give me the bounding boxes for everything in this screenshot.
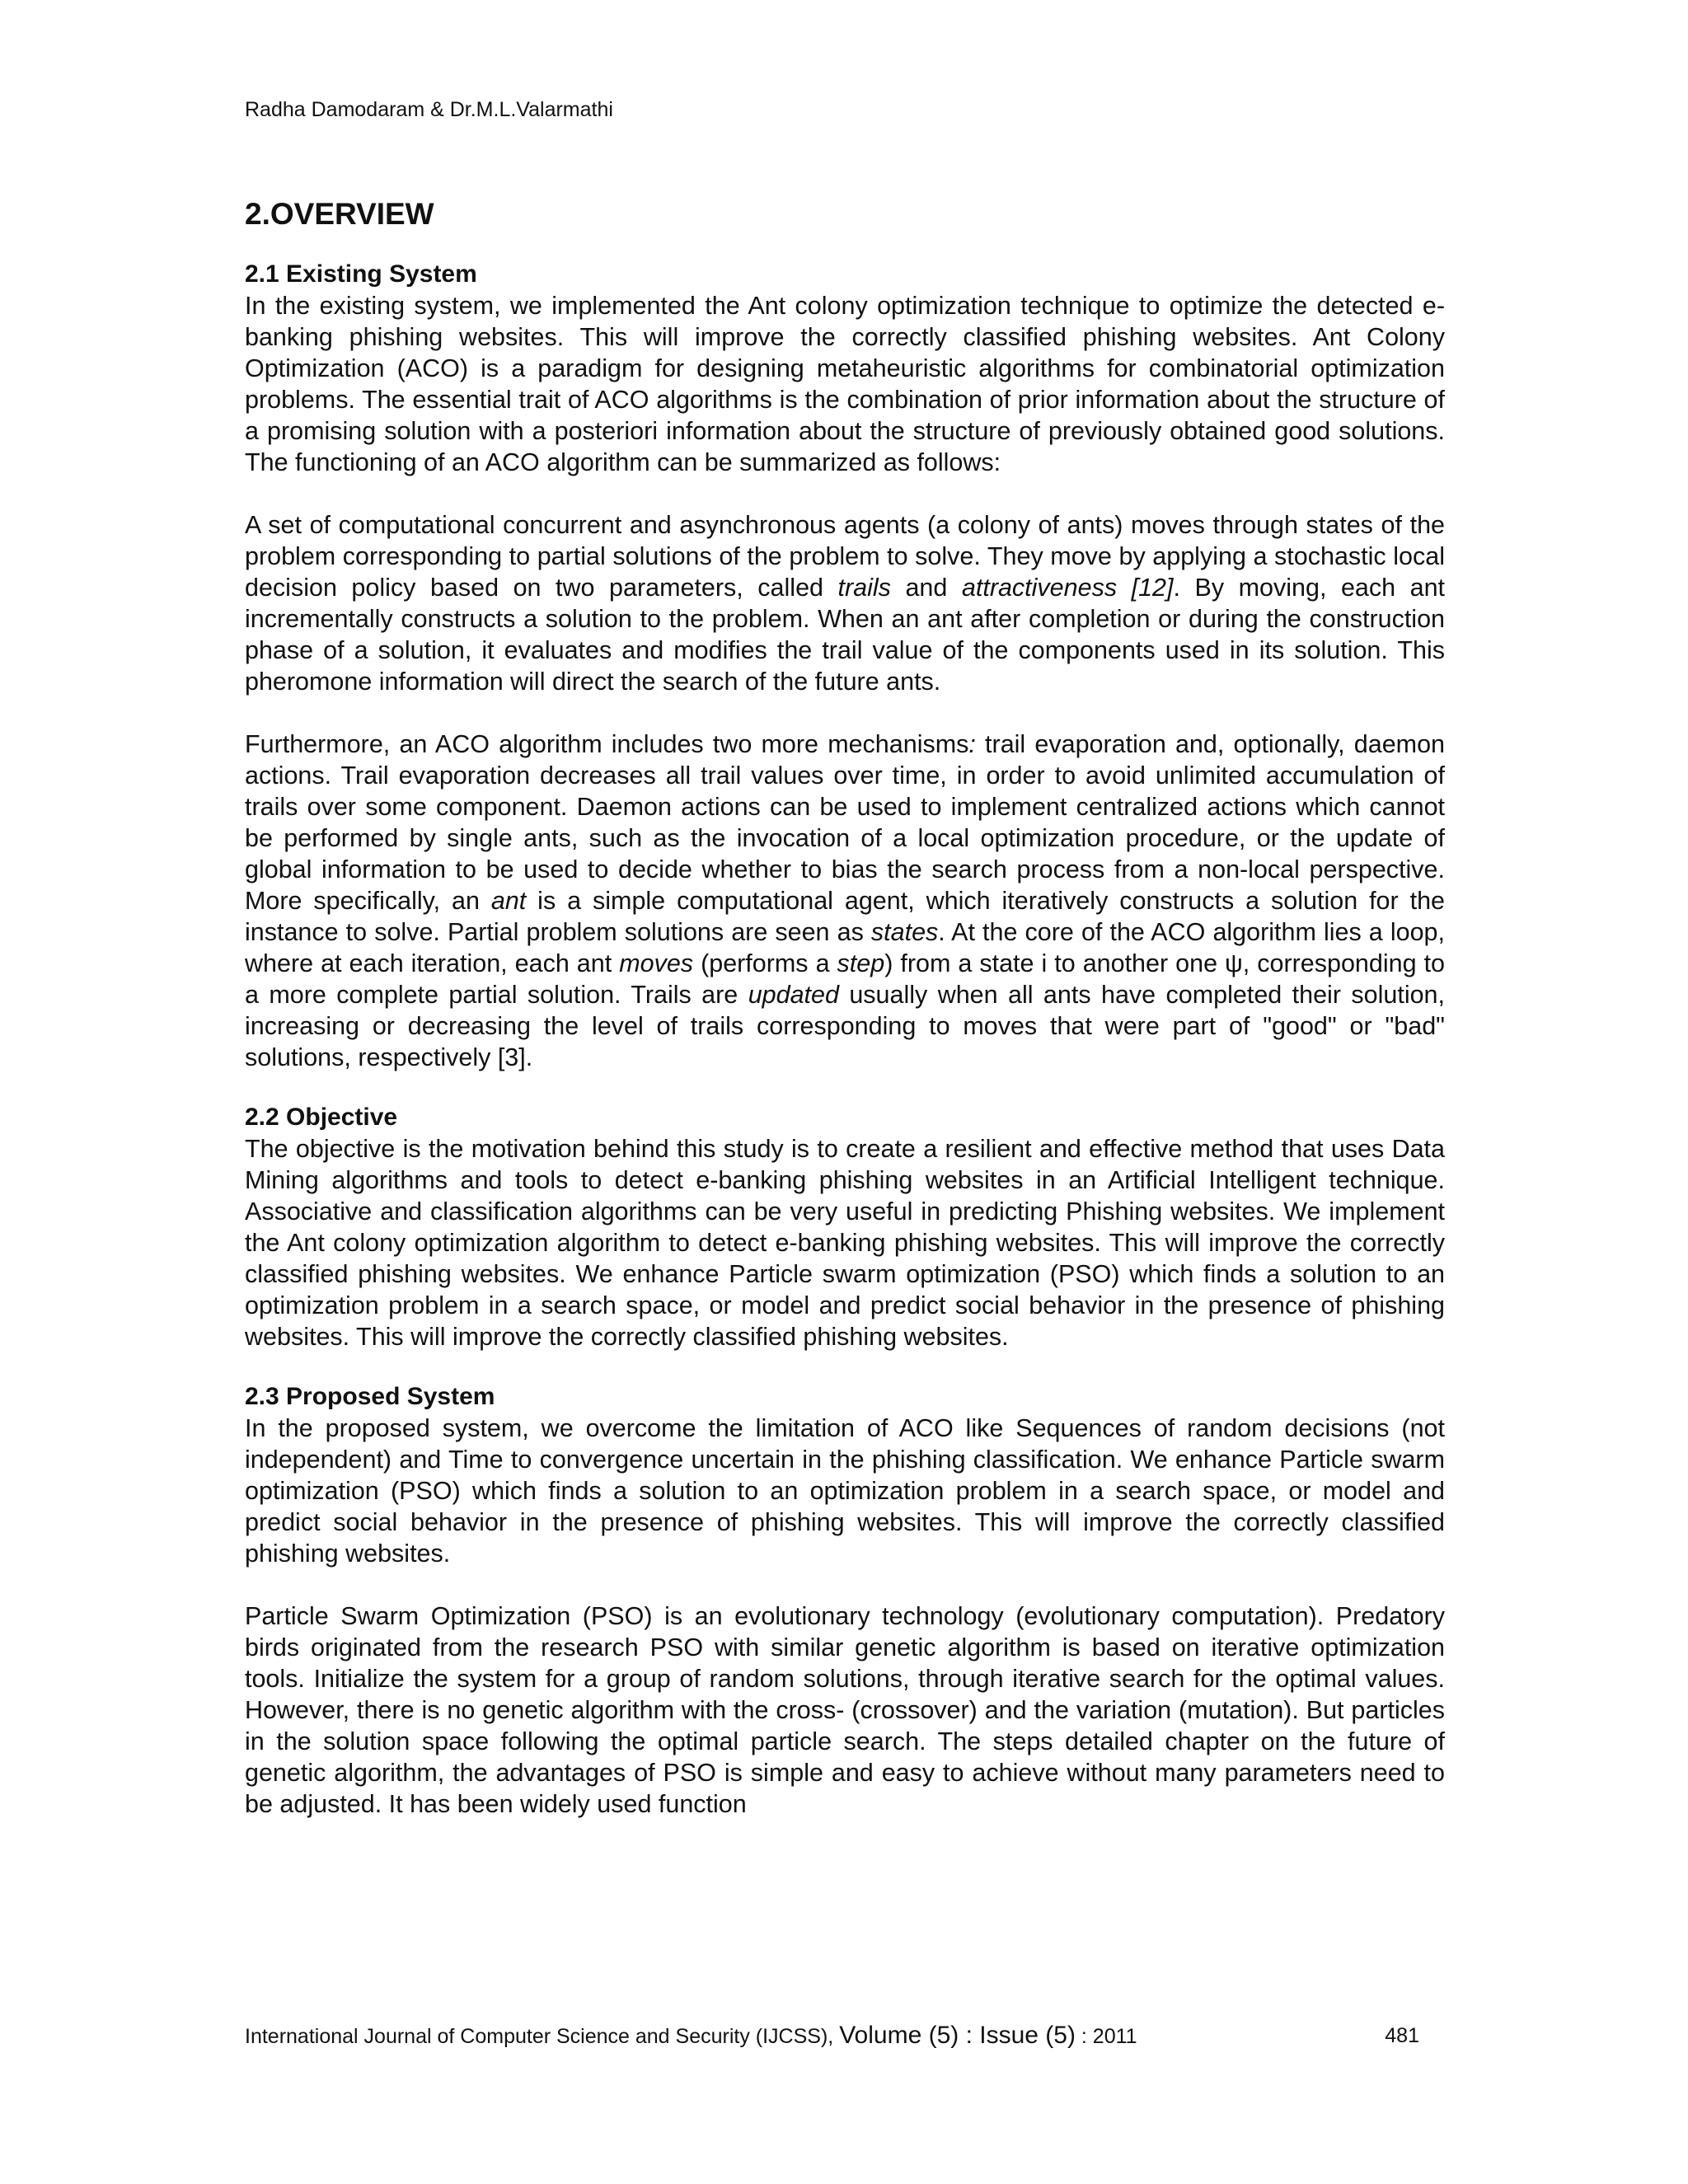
- paragraph-gap: [245, 1352, 1445, 1381]
- running-footer: [245, 2021, 1419, 2054]
- text-span: A set of computational concurrent and asynchronous agents (a colony of ants) moves through states of the problem corresponding to partial solutions of the problem to solve. They move by applying a stochastic local decision policy based on two parameters, called: [245, 511, 1445, 602]
- footer-journal-name: International Journal of Computer Science and Security (IJCSS),: [245, 2025, 840, 2048]
- text-span: . At the core of the ACO algorithm lies a loop, where at each iteration, each ant: [245, 918, 1445, 977]
- italic-term-moves: moves: [619, 949, 694, 977]
- text-span: is a simple computational agent, which iteratively constructs a solution for the instance to solve. Partial problem solutions are seen as: [245, 887, 1445, 946]
- paragraph-proposed-system-2: Particle Swarm Optimization (PSO) is an evolutionary technology (evolutionary computation). Predatory birds originated from the research PSO with similar genetic algorithm is based on iterative optimization tools. Initialize the system for a group of random solutions, through iterative search for the optimal values. However, there is no genetic algorithm with the cross- (crossover) and the variation (mutation). But particles in the solution space following the optimal particle search. The steps detailed chapter on the future of genetic algorithm, the advantages of PSO is simple and easy to achieve without many parameters need to be adjusted. It has been widely used function: [245, 1602, 1445, 1818]
- italic-term-updated: updated: [748, 981, 839, 1009]
- text-span: Furthermore, an ACO algorithm includes two more mechanisms: [245, 730, 969, 758]
- section-title: 2.OVERVIEW: [245, 197, 434, 231]
- paragraph-objective: The objective is the motivation behind this study is to create a resilient and effective method that uses Data Mining algorithms and tools to detect e-banking phishing websites in an Artificial Intelligent technique. Associative and classification algorithms can be very useful in predicting Phishing websites. We implement the Ant colony optimization algorithm to detect e-banking phishing websites. This will improve the correctly classified phishing websites. We enhance Particle swarm optimization (PSO) which finds a solution to an optimization problem in a search space, or model and predict social behavior in the presence of phishing websites. This will improve the correctly classified phishing websites.: [245, 1135, 1445, 1351]
- footer-volume-issue: Volume (5) : Issue (5): [839, 2022, 1076, 2049]
- subsection-heading-existing-system: 2.1 Existing System: [245, 260, 477, 288]
- italic-term-attractiveness: attractiveness [12]: [961, 574, 1174, 602]
- paragraph-gap: [245, 1073, 1445, 1102]
- paragraph-gap: [245, 478, 1445, 509]
- paragraph-existing-system-2: [245, 509, 1445, 697]
- text-span: ) from a state i to another one ψ, corresponding to a more complete partial solution. Trails are: [245, 949, 1446, 1009]
- italic-term-step: step: [837, 949, 885, 977]
- text-span: and: [890, 574, 962, 602]
- page-number: 481: [1385, 2024, 1419, 2047]
- paragraph-proposed-system-1: In the proposed system, we overcome the limitation of ACO like Sequences of random decisions (not independent) and Time to convergence uncertain in the phishing classification. We enhance Particle swarm optimization (PSO) which finds a solution to an optimization problem in a search space, or model and predict social behavior in the presence of phishing websites. This will improve the correctly classified phishing websites.: [245, 1414, 1445, 1568]
- paragraph-gap: [245, 1569, 1445, 1601]
- paragraph-existing-system-3: [245, 729, 1445, 1073]
- running-header-authors: Radha Damodaram & Dr.M.L.Valarmathi: [245, 98, 613, 121]
- italic-colon: :: [968, 730, 976, 758]
- text-span: usually when all ants have completed their solution, increasing or decreasing the level of trails corresponding to moves that were part of "good" or "bad" solutions, respectively [3].: [245, 981, 1445, 1071]
- page-content: [245, 196, 1445, 1820]
- text-span: . By moving, each ant incrementally constructs a solution to the problem. When an ant after completion or during the construction phase of a solution, it evaluates and modifies the trail value of the components used in its solution. This pheromone information will direct the search of the future ants.: [245, 574, 1446, 696]
- italic-term-states: states: [870, 918, 939, 946]
- paragraph-existing-system-1: In the existing system, we implemented the Ant colony optimization technique to optimize the detected e-banking phishing websites. This will improve the correctly classified phishing websites. Ant Colony Optimization (ACO) is a paradigm for designing metaheuristic algorithms for combinatorial optimization problems. The essential trait of ACO algorithms is the combination of prior information about the structure of a promising solution with a posteriori information about the structure of previously obtained good solutions. The functioning of an ACO algorithm can be summarized as follows:: [245, 292, 1445, 476]
- subsection-heading-objective: 2.2 Objective: [245, 1104, 398, 1131]
- footer-year: : 2011: [1075, 2025, 1137, 2048]
- subsection-heading-proposed-system: 2.3 Proposed System: [245, 1383, 495, 1410]
- text-span: trail evaporation and, optionally, daemon actions. Trail evaporation decreases all trail values over time, in order to avoid unlimited accumulation of trails over some component. Daemon actions can be used to implement centralized actions which cannot be performed by single ants, such as the invocation of a local optimization procedure, or the update of global information to be used to decide whether to bias the search process from a non-local perspective. More specifically, an: [245, 730, 1445, 915]
- italic-term-trails: trails: [837, 574, 891, 602]
- text-span: (performs a: [693, 949, 837, 977]
- paragraph-gap: [245, 697, 1445, 729]
- italic-term-ant: ant: [490, 887, 527, 915]
